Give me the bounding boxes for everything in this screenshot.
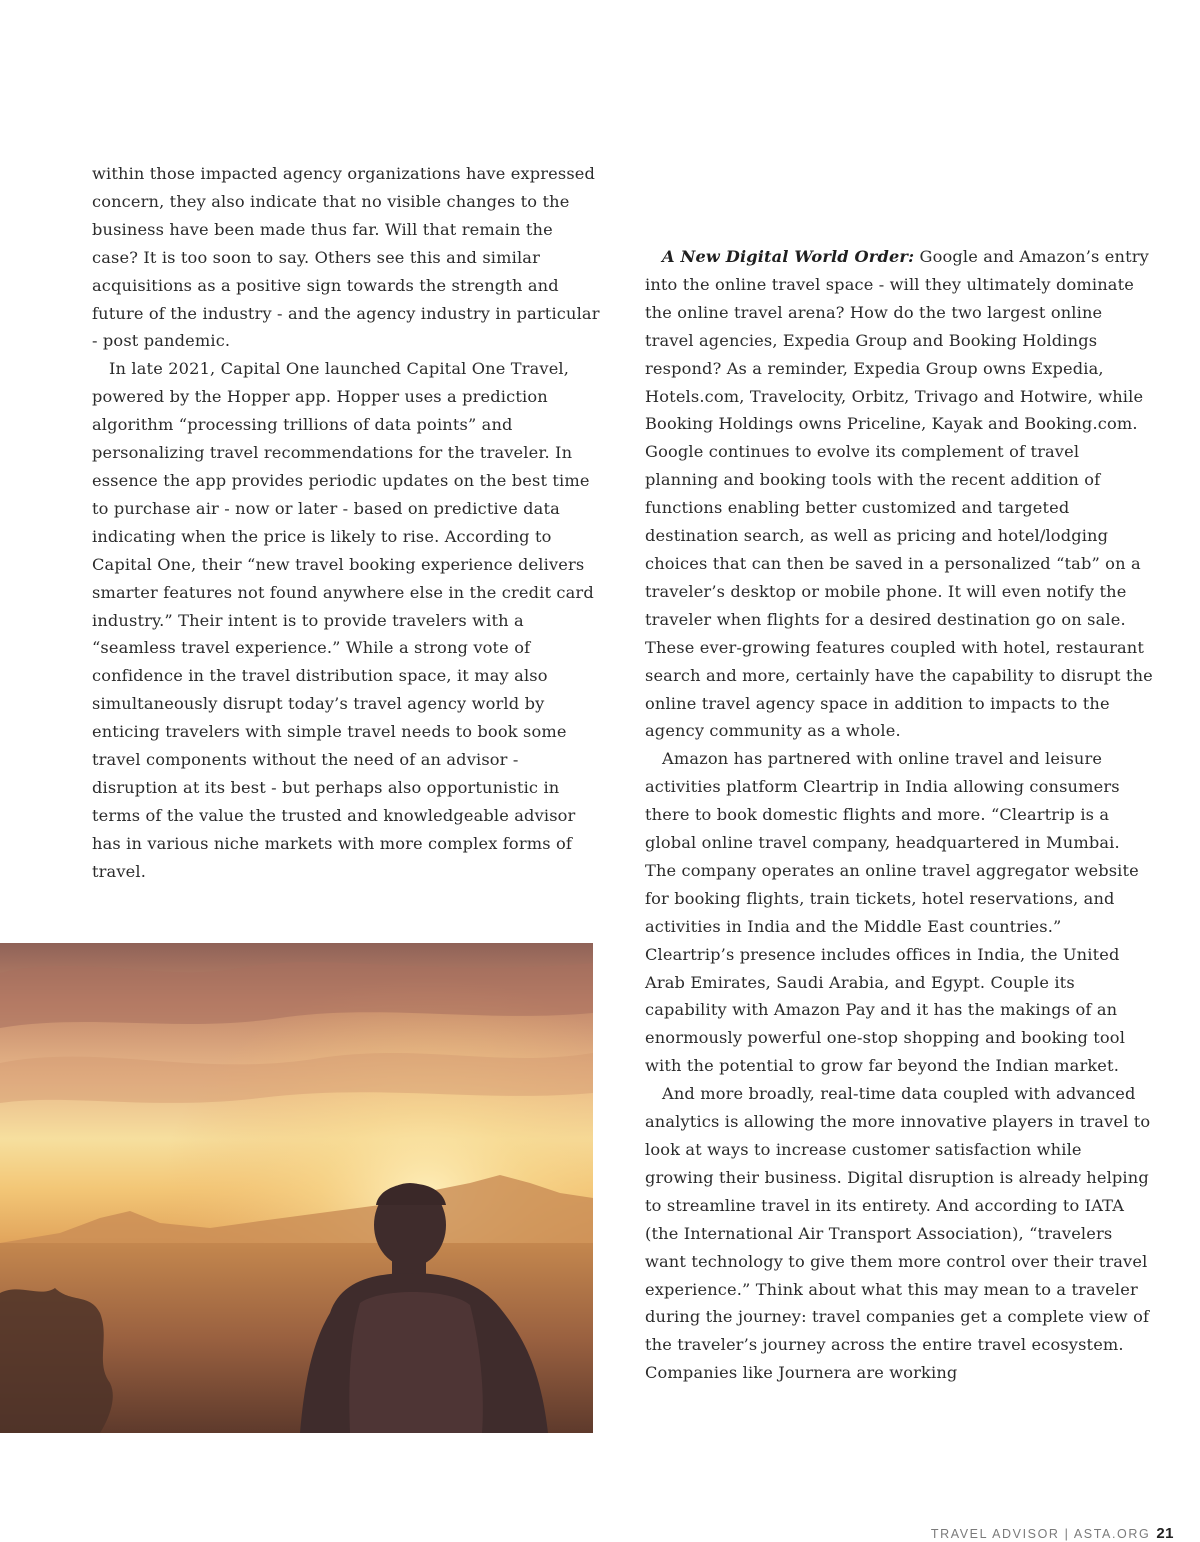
article-paragraph: within those impacted agency organizations have expressed concern, they also indicate that no visible changes to the business have been made thus far. Will that remain the case? It is too soon to say. Others see this and similar acquisitions as a positive sign towards the strength and future of the industry - and the agency industry in particular - post pandemic. (92, 164, 600, 351)
article-paragraph (645, 243, 1155, 745)
section-lead-heading: A New Digital World Order: (662, 247, 915, 266)
section-lead-text: Google and Amazon’s entry into the online travel space - will they ultimately dominate the online travel arena? How do the two largest online travel agencies, Expedia Group and Booking Holdings respond? As a reminder, Expedia Group owns Expedia, Hotels.com, Travelocity, Orbitz, Trivago and Hotwire, while Booking Holdings owns Priceline, Kayak and Booking.com. Google continues to evolve its complement of travel planning and booking tools with the recent addition of functions enabling better customized and targeted destination search, as well as pricing and hotel/lodging choices that can then be saved in a personalized “tab” on a traveler’s desktop or mobile phone. It will even notify the traveler when flights for a desired destination go on sale. These ever-growing features coupled with hotel, restaurant search and more, certainly have the capability to disrupt the online travel agency space in addition to impacts to the agency community as a whole. (645, 247, 1153, 741)
article-paragraph: And more broadly, real-time data coupled with advanced analytics is allowing the more innovative players in travel to look at ways to increase customer satisfaction while growing their business. Digital disruption is already helping to streamline travel in its entirety. And according to IATA (the International Air Transport Association), “travelers want technology to give them more control over their travel experience.” Think about what this may mean to a traveler during the journey: travel companies get a complete view of the traveler’s journey across the entire travel ecosystem. Companies like Journera are working (645, 1084, 1151, 1383)
article-paragraph: In late 2021, Capital One launched Capital One Travel, powered by the Hopper app. Hopper uses a prediction algorithm “processing trillions of data points” and personalizing travel recommendations for the traveler. In essence the app provides periodic updates on the best time to purchase air - now or later - based on predictive data indicating when the price is likely to rise. According to Capital One, their “new travel booking experience delivers smarter features not found anywhere else in the credit card industry.” Their intent is to provide travelers with a “seamless travel experience.” While a strong vote of confidence in the travel distribution space, it may also simultaneously disrupt today’s travel agency world by enticing travelers with simple travel needs to book some travel components without the need of an advisor - disruption at its best - but perhaps also opportunistic in terms of the value the trusted and knowledgeable advisor has in various niche markets with more complex forms of travel. (92, 359, 594, 881)
publication-name: TRAVEL ADVISOR | ASTA.ORG (930, 1527, 1151, 1541)
article-paragraph: Amazon has partnered with online travel and leisure activities platform Cleartrip in India allowing consumers there to book domestic flights and more. “Cleartrip is a global online travel company, headquartered in Mumbai. The company operates an online travel aggregator website for booking flights, train tickets, hotel reservations, and activities in India and the Middle East countries.” Cleartrip’s presence includes offices in India, the United Arab Emirates, Saudi Arabia, and Egypt. Couple its capability with Amazon Pay and it has the makings of an enormously powerful one-stop shopping and booking tool with the potential to grow far beyond the Indian market. (645, 749, 1139, 1076)
left-article-column (92, 160, 602, 886)
page-number: 21 (1156, 1525, 1174, 1542)
traveler-sunset-photo (0, 943, 593, 1433)
right-article-column (645, 243, 1155, 1387)
page-footer (931, 1525, 1174, 1542)
